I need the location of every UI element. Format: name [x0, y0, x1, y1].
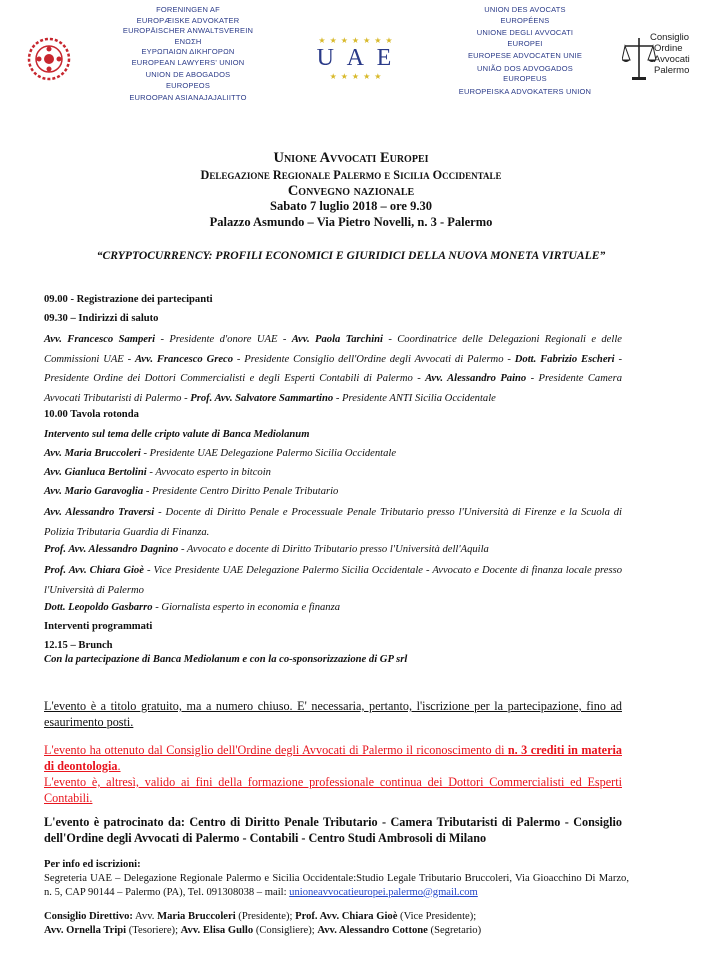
union-name: EUROPÄISCHER ANWALTSVEREIN [122, 26, 254, 35]
uae-letters: U A E [316, 45, 396, 71]
greetings-paragraph [44, 330, 622, 409]
union-name: EUROPEI [507, 38, 543, 48]
program-line: 10.00 Tavola rotonda [44, 409, 139, 420]
consiglio-word: Palermo [654, 65, 690, 76]
union-name: FORENINGEN AF [156, 5, 220, 14]
event-date: Sabato 7 luglio 2018 – ore 9.30 [270, 199, 432, 213]
union-name: UNIÃO DOS ADVOGADOS [477, 63, 573, 73]
event-topic: “CRYPTOCURRENCY: PROFILI ECONOMICI E GIURIDICI DELLA NUOVA MONETA VIRTUALE” [96, 249, 606, 262]
stars-icon: ★ ★ ★ ★ ★ ★ ★ [318, 36, 394, 45]
program-line: Intervento sul tema delle cripto valute di Banca Mediolanum [44, 429, 310, 440]
speaker-role: - Presidente d'onore UAE - [155, 334, 292, 345]
info-heading: Per info ed iscrizioni: [44, 859, 141, 870]
program-line: 09.00 - Registrazione dei partecipanti [44, 294, 213, 305]
speaker-line: Dott. Leopoldo Gasbarro - Giornalista esperto in economia e finanza [44, 602, 341, 613]
credits-notice: L'evento ha ottenuto dal Consiglio dell'Ordine degli Avvocati di Palermo il riconoscimento di n. 3 crediti in materia di deontologia. [44, 743, 622, 773]
speaker-name: Avv. Francesco Greco [135, 353, 234, 365]
union-name: ΕΝΩΣΗ [174, 36, 202, 46]
union-name: ΕΥΡΩΠΑΙΩΝ ΔΙΚΗΓΟΡΩΝ [141, 47, 235, 56]
speaker-line: Avv. Gianluca Bertolini - Avvocato esperto in bitcoin [44, 467, 271, 478]
consiglio-word: Consiglio [650, 32, 690, 43]
speaker-name: Prof. Avv. Salvatore Sammartino [190, 393, 334, 405]
speaker-role: - Presidente ANTI Sicilia Occidentale [333, 393, 496, 405]
board-line: Avv. Ornella Tripi (Tesoriere); Avv. Elisa Gullo (Consigliere); Avv. Alessandro Cottone (Segretario) [44, 925, 482, 936]
consiglio-logo [622, 30, 696, 90]
union-name: EUROPEOS [165, 80, 211, 90]
speaker-line: Avv. Maria Bruccoleri - Presidente UAE Delegazione Palermo Sicilia Occidentale [44, 448, 397, 459]
info-text: Segreteria UAE – Delegazione Regionale Palermo e Sicilia Occidentale:Studio Legale Tributario Bruccoleri, Via Gioacchino Di Marzo, n. 5, CAP 90144 – Palermo (PA), Tel. 091308038 – mail: unioneavvocatieuropei.palermo@gmail.com [44, 873, 629, 898]
speaker-line: Prof. Avv. Alessandro Dagnino - Avvocato e docente di Diritto Tributario presso l'Università dell'Aquila [44, 544, 489, 555]
speaker-role: - Presidente Camera Avvocati Tributaristi di Palermo - [44, 373, 622, 405]
program-line: Con la partecipazione di Banca Mediolanum e con la co-sponsorizzazione di GP srl [44, 654, 408, 665]
consiglio-word: Ordine [654, 43, 683, 54]
speaker-role: - Coordinatrice delle Delegazioni Regionali e delle Commissioni UAE - [44, 334, 622, 365]
free-entry-notice: L'evento è a titolo gratuito, ma a numero chiuso. E' necessaria, pertanto, l'iscrizione per la partecipazione, fino ad esaurimento posti. [44, 699, 622, 729]
union-name: EUROPEUS [503, 74, 547, 83]
speaker-name: Avv. Paola Tarchini [291, 334, 383, 345]
union-name: UNION DES AVOCATS [484, 5, 566, 14]
speaker-name: Avv. Francesco Samperi [44, 334, 156, 345]
union-name: EUROPESE ADVOCATEN UNIE [467, 51, 583, 60]
event-venue: Palazzo Asmundo – Via Pietro Novelli, n. 3 - Palermo [209, 215, 493, 229]
org-title: Unione Avvocati Europei [273, 150, 429, 166]
union-name: UNIONE DEGLI AVVOCATI [476, 28, 574, 37]
speaker-line: Avv. Mario Garavoglia - Presidente Centro Diritto Penale Tributario [44, 486, 339, 497]
speaker-line: Prof. Avv. Chiara Gioè - Vice Presidente UAE Delegazione Palermo Sicilia Occidentale - Avvocato e Docente di finanza locale presso l'Università di Palermo [44, 565, 622, 596]
union-name: EUROPÆISKE ADVOKATER [136, 15, 240, 25]
program-line: 12.15 – Brunch [44, 640, 113, 651]
program-line: 09.30 – Indirizzi di saluto [44, 313, 159, 324]
speaker-name: Avv. Alessandro Paino [425, 373, 527, 385]
delegation-title: Delegazione Regionale Palermo e Sicilia Occidentale [200, 168, 502, 182]
board-line: Consiglio Direttivo: Avv. Maria Bruccoleri (Presidente); Prof. Avv. Chiara Gioè (Vice Presidente); [44, 911, 477, 922]
union-name: EUROPÉENS [500, 15, 550, 25]
union-name: EUROPEAN LAWYERS' UNION [131, 57, 245, 67]
validity-notice: L'evento è, altresì, valido ai fini della formazione professionale continua dei Dottori Commercialisti ed Esperti Contabili. [44, 775, 622, 805]
program-line: Interventi programmati [44, 621, 153, 632]
stars-icon: ★ ★ ★ ★ ★ [329, 72, 383, 81]
speaker-line: Avv. Alessandro Traversi - Docente di Diritto Penale e Processuale Penale Tributario presso l'Università di Firenze e la Scuola di Polizia Tributaria Guardia di Finanza. [44, 507, 623, 538]
event-title: Convegno nazionale [287, 183, 415, 199]
union-name: EUROPEISKA ADVOKATERS UNION [458, 86, 592, 96]
speaker-role: - Presidente Ordine dei Dottori Commercialisti e degli Esperti Contabili di Palermo - [44, 353, 622, 385]
speaker-role: - Presidente Consiglio dell'Ordine degli Avvocati di Palermo - [233, 353, 515, 365]
consiglio-word: Avvocati [654, 54, 690, 65]
email-link[interactable]: unioneavvocatieuropei.palermo@gmail.com [289, 886, 478, 898]
union-name: EUROOPAN ASIANAJAJALIITTO [129, 93, 247, 102]
union-name: UNION DE ABOGADOS [145, 70, 231, 79]
patronage-notice: L'evento è patrocinato da: Centro di Diritto Penale Tributario - Camera Tributaristi di Palermo - Consiglio dell'Ordine degli Avvocati di Palermo - Contabili - Centro Studi Ambrosoli di Milano [44, 815, 622, 845]
speaker-name: Dott. Fabrizio Escheri [514, 353, 615, 365]
